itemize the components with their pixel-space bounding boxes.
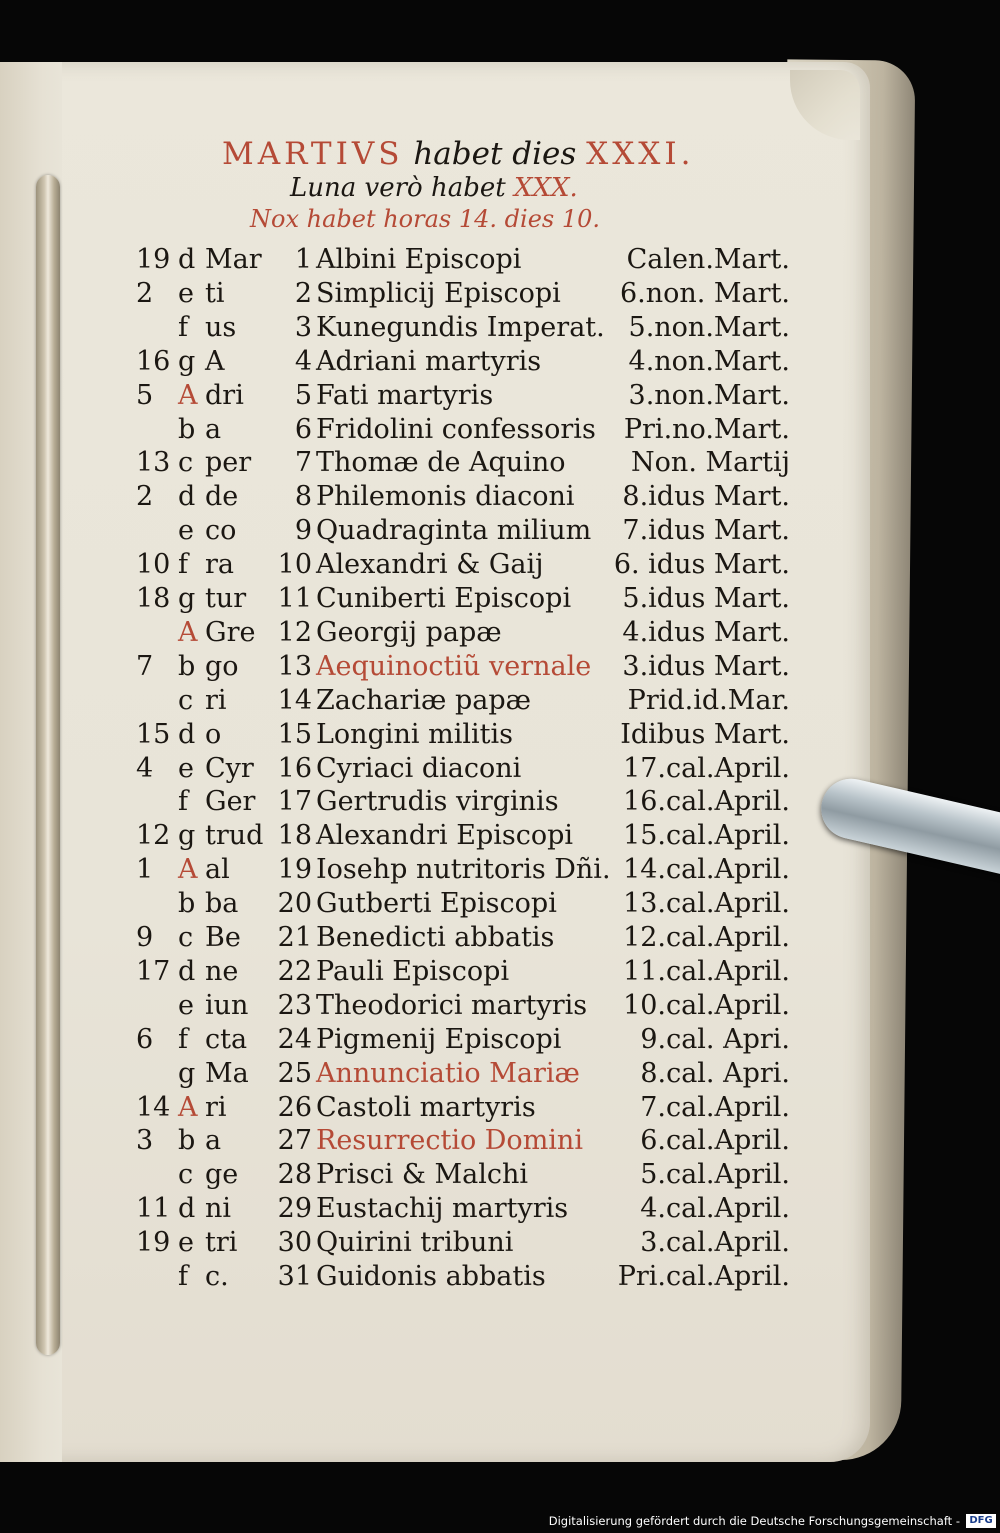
dominical-letter: f: [178, 1023, 188, 1055]
luna-text: Luna verò habet: [290, 173, 506, 203]
cisiojanus-syllable: tur: [205, 583, 247, 614]
roman-date: Pri.cal.April.: [617, 1261, 790, 1292]
golden-number: 7: [136, 650, 154, 682]
roman-date: 8.cal. Apri.: [640, 1057, 790, 1089]
cisiojanus-syllable: iun: [205, 989, 249, 1021]
roman-date: 6.non. Mart.: [619, 277, 790, 309]
roman-date: 14.cal.April.: [623, 854, 790, 886]
cisiojanus-syllable: Mar: [205, 244, 262, 275]
feast-name: Pigmenij Episcopi: [316, 1023, 562, 1055]
month-days-count: XXXI.: [586, 136, 695, 172]
feast-name: Kunegundis Imperat.: [316, 311, 605, 343]
roman-date: 7.idus Mart.: [622, 515, 790, 547]
roman-date: Calen.Mart.: [626, 244, 790, 275]
dominical-letter: e: [178, 989, 194, 1021]
cisiojanus-syllable: trud: [205, 820, 264, 852]
roman-date: 15.cal.April.: [623, 820, 790, 852]
day-number: 11: [277, 583, 312, 614]
feast-name: Adriani martyris: [316, 345, 542, 377]
day-number: 23: [277, 989, 312, 1021]
dominical-letter: A: [178, 379, 198, 411]
dominical-letter: c: [178, 922, 194, 953]
day-number: 31: [277, 1261, 312, 1292]
roman-date: 11.cal.April.: [623, 955, 790, 987]
roman-date: 7.cal.April.: [640, 1091, 790, 1123]
roman-date: 6.cal.April.: [640, 1125, 790, 1157]
cisiojanus-syllable: ge: [205, 1159, 239, 1191]
day-number: 9: [294, 515, 312, 547]
cisiojanus-syllable: per: [205, 447, 252, 479]
day-number: 26: [277, 1091, 312, 1123]
dominical-letter: g: [178, 820, 196, 852]
roman-date: Idibus Mart.: [620, 718, 790, 750]
roman-date: 6. idus Mart.: [613, 549, 790, 581]
day-number: 29: [277, 1193, 312, 1225]
dominical-letter: g: [178, 345, 196, 377]
dominical-letter: c: [178, 447, 194, 479]
day-number: 5: [294, 379, 312, 411]
feast-name: Philemonis diaconi: [316, 481, 575, 513]
golden-number: 19: [136, 1227, 171, 1259]
day-number: 12: [277, 616, 312, 648]
day-number: 7: [294, 447, 312, 479]
roman-date: 12.cal.April.: [623, 922, 790, 953]
feast-name: Albini Episcopi: [316, 244, 522, 275]
feast-name: Simplicij Episcopi: [316, 277, 561, 309]
day-number: 27: [277, 1125, 312, 1157]
cisiojanus-syllable: ti: [205, 277, 225, 309]
feast-name: Eustachij martyris: [316, 1193, 569, 1225]
dominical-letter: b: [178, 650, 196, 682]
day-number: 28: [277, 1159, 312, 1191]
luna-days-count: XXX.: [513, 173, 578, 203]
roman-date: 16.cal.April.: [623, 786, 790, 818]
dominical-letter: A: [178, 1091, 198, 1123]
dominical-letter: f: [178, 1261, 188, 1292]
golden-number: 17: [136, 955, 171, 987]
calendar-row: [0, 650, 1000, 684]
roman-date: 5.idus Mart.: [622, 583, 790, 614]
golden-number: 19: [136, 244, 171, 275]
calendar-row: [0, 921, 1000, 955]
cisiojanus-syllable: dri: [205, 379, 244, 411]
day-number: 17: [277, 786, 312, 818]
month-name: MARTIVS: [222, 136, 404, 172]
roman-date: Pri.no.Mart.: [623, 413, 790, 445]
day-number: 22: [277, 955, 312, 987]
dominical-letter: f: [178, 311, 188, 343]
roman-date: 4.cal.April.: [640, 1193, 790, 1225]
feast-name: Cuniberti Episcopi: [316, 583, 572, 614]
calendar-row: [0, 955, 1000, 989]
day-number: 2: [294, 277, 312, 309]
day-number: 13: [277, 650, 312, 682]
golden-number: 10: [136, 549, 171, 581]
calendar-row: [0, 1091, 1000, 1125]
cisiojanus-syllable: ra: [205, 549, 235, 581]
dominical-letter: f: [178, 786, 188, 818]
day-number: 19: [277, 854, 312, 886]
golden-number: 18: [136, 583, 171, 614]
calendar-row: [0, 718, 1000, 752]
day-number: 30: [277, 1227, 312, 1259]
feast-name: Gertrudis virginis: [316, 786, 559, 818]
feast-name: Thomæ de Aquino: [316, 447, 566, 479]
day-number: 15: [277, 718, 312, 750]
feast-name: Gutberti Episcopi: [316, 888, 557, 920]
golden-number: 2: [136, 277, 154, 309]
dominical-letter: d: [178, 955, 196, 987]
day-number: 24: [277, 1023, 312, 1055]
cisiojanus-syllable: cta: [205, 1023, 248, 1055]
roman-date: 13.cal.April.: [623, 888, 790, 920]
dominical-letter: b: [178, 888, 196, 920]
feast-name: Alexandri & Gaij: [316, 549, 544, 581]
dominical-letter: d: [178, 1193, 196, 1225]
cisiojanus-syllable: ri: [205, 1091, 227, 1123]
feast-name: Prisci & Malchi: [316, 1159, 529, 1191]
roman-date: 3.cal.April.: [640, 1227, 790, 1259]
golden-number: 3: [136, 1125, 154, 1157]
dominical-letter: c: [178, 1159, 194, 1191]
day-number: 6: [294, 413, 312, 445]
calendar-row: [0, 311, 1000, 345]
funding-credit: Digitalisierung gefördert durch die Deutsche Forschungsgemeinschaft -: [548, 1514, 960, 1528]
cisiojanus-syllable: us: [205, 311, 237, 343]
cisiojanus-syllable: tri: [205, 1227, 238, 1259]
roman-date: 4.non.Mart.: [628, 345, 790, 377]
dominical-letter: c: [178, 684, 194, 716]
roman-date: 10.cal.April.: [623, 989, 790, 1021]
cisiojanus-syllable: al: [205, 854, 230, 886]
dominical-letter: e: [178, 277, 194, 309]
feast-name: Quirini tribuni: [316, 1227, 514, 1259]
calendar-row: [0, 887, 1000, 921]
luna-heading: [290, 173, 578, 203]
roman-date: Prid.id.Mar.: [627, 684, 790, 716]
golden-number: 5: [136, 379, 154, 411]
golden-number: 14: [136, 1091, 171, 1123]
feast-name: Pauli Episcopi: [316, 955, 510, 987]
calendar-row: [0, 446, 1000, 480]
cisiojanus-syllable: ni: [205, 1193, 232, 1225]
day-number: 3: [294, 311, 312, 343]
day-number: 8: [294, 481, 312, 513]
roman-date: 5.cal.April.: [640, 1159, 790, 1191]
roman-date: 5.non.Mart.: [628, 311, 790, 343]
calendar-row: [0, 1057, 1000, 1091]
cisiojanus-syllable: A: [205, 345, 225, 377]
dominical-letter: f: [178, 549, 188, 581]
golden-number: 4: [136, 752, 154, 784]
golden-number: 1: [136, 854, 154, 886]
dominical-letter: d: [178, 481, 196, 513]
calendar-row: [0, 480, 1000, 514]
cisiojanus-syllable: o: [205, 718, 222, 750]
calendar-row: [0, 243, 1000, 277]
cisiojanus-syllable: co: [205, 515, 237, 547]
golden-number: 13: [136, 447, 171, 479]
feast-name: Guidonis abbatis: [316, 1261, 546, 1292]
calendar-row: [0, 1260, 1000, 1294]
roman-date: 3.idus Mart.: [622, 650, 790, 682]
day-number: 20: [277, 888, 312, 920]
roman-date: 8.idus Mart.: [622, 481, 790, 513]
cisiojanus-syllable: ne: [205, 955, 239, 987]
feast-name: Alexandri Episcopi: [316, 820, 574, 852]
calendar-row: [0, 379, 1000, 413]
feast-name: Aequinoctiũ vernale: [316, 650, 592, 682]
cisiojanus-syllable: Ma: [205, 1057, 249, 1089]
roman-date: 17.cal.April.: [623, 752, 790, 784]
calendar-row: [0, 616, 1000, 650]
roman-date: 4.idus Mart.: [622, 616, 790, 648]
calendar-row: [0, 1226, 1000, 1260]
feast-name: Fridolini confessoris: [316, 413, 596, 445]
calendar-row: [0, 582, 1000, 616]
golden-number: 2: [136, 481, 154, 513]
feast-name: Annunciatio Mariæ: [316, 1057, 580, 1089]
feast-name: Iosehp nutritoris Dñi.: [316, 854, 611, 886]
calendar-row: [0, 345, 1000, 379]
cisiojanus-syllable: Cyr: [205, 752, 254, 784]
dominical-letter: d: [178, 244, 196, 275]
dominical-letter: e: [178, 1227, 194, 1259]
calendar-row: [0, 1158, 1000, 1192]
calendar-row: [0, 1023, 1000, 1057]
roman-date: 3.non.Mart.: [628, 379, 790, 411]
dominical-letter: A: [178, 854, 198, 886]
day-number: 18: [277, 820, 312, 852]
feast-name: Georgij papæ: [316, 616, 502, 648]
calendar-row: [0, 413, 1000, 447]
cisiojanus-syllable: a: [205, 413, 222, 445]
calendar-row: [0, 548, 1000, 582]
golden-number: 12: [136, 820, 171, 852]
day-number: 4: [294, 345, 312, 377]
calendar-row: [0, 277, 1000, 311]
dominical-letter: b: [178, 1125, 196, 1157]
feast-name: Castoli martyris: [316, 1091, 536, 1123]
dominical-letter: g: [178, 1057, 196, 1089]
cisiojanus-syllable: de: [205, 481, 239, 513]
calendar-row: [0, 684, 1000, 718]
day-number: 10: [277, 549, 312, 581]
night-hours-line: Nox habet horas 14. dies 10.: [250, 205, 601, 233]
cisiojanus-syllable: ri: [205, 684, 227, 716]
day-number: 21: [277, 922, 312, 953]
month-heading-text: habet dies: [413, 136, 577, 172]
dominical-letter: e: [178, 515, 194, 547]
calendar-row: [0, 853, 1000, 887]
golden-number: 16: [136, 345, 171, 377]
cisiojanus-syllable: Gre: [205, 616, 256, 648]
calendar-row: [0, 1124, 1000, 1158]
day-number: 16: [277, 752, 312, 784]
dominical-letter: e: [178, 752, 194, 784]
roman-date: 9.cal. Apri.: [640, 1023, 790, 1055]
cisiojanus-syllable: c.: [205, 1261, 229, 1292]
golden-number: 6: [136, 1023, 154, 1055]
footer-bar: [0, 1508, 1000, 1533]
feast-name: Zachariæ papæ: [316, 684, 532, 716]
cisiojanus-syllable: a: [205, 1125, 222, 1157]
feast-name: Longini militis: [316, 718, 513, 750]
dominical-letter: d: [178, 718, 196, 750]
feast-name: Theodorici martyris: [316, 989, 588, 1021]
day-number: 1: [294, 244, 312, 275]
feast-name: Cyriaci diaconi: [316, 752, 522, 784]
day-number: 25: [277, 1057, 312, 1089]
month-heading: [222, 136, 694, 172]
dfg-logo: DFG: [966, 1514, 996, 1528]
cisiojanus-syllable: Be: [205, 922, 241, 953]
day-number: 14: [277, 684, 312, 716]
golden-number: 9: [136, 922, 154, 953]
feast-name: Benedicti abbatis: [316, 922, 555, 953]
golden-number: 15: [136, 718, 171, 750]
feast-name: Resurrectio Domini: [316, 1125, 583, 1157]
feast-name: Quadraginta milium: [316, 515, 592, 547]
dominical-letter: g: [178, 583, 196, 614]
cisiojanus-syllable: ba: [205, 888, 239, 920]
golden-number: 11: [136, 1193, 171, 1225]
calendar-row: [0, 989, 1000, 1023]
feast-name: Fati martyris: [316, 379, 494, 411]
dominical-letter: b: [178, 413, 196, 445]
calendar-row: [0, 514, 1000, 548]
dominical-letter: A: [178, 616, 198, 648]
cisiojanus-syllable: Ger: [205, 786, 256, 818]
cisiojanus-syllable: go: [205, 650, 239, 682]
calendar-row: [0, 1192, 1000, 1226]
roman-date: Non. Martij: [631, 447, 790, 479]
